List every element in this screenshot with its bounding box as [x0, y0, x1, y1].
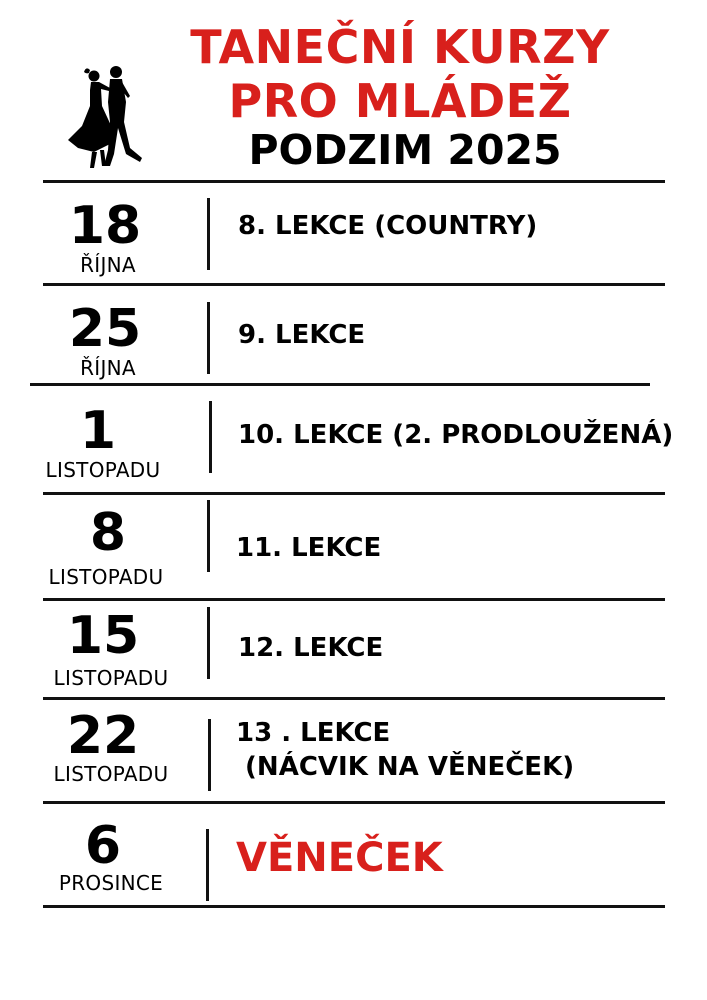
schedule-day: 18	[68, 196, 142, 256]
column-separator	[206, 829, 209, 901]
column-separator	[207, 607, 210, 679]
schedule-lesson-note: (NÁCVIK NA VĚNEČEK)	[236, 752, 575, 782]
schedule-day: 15	[66, 606, 140, 666]
divider	[30, 383, 650, 386]
schedule-day: 25	[68, 299, 142, 359]
schedule-lesson-highlight: VĚNEČEK	[236, 835, 443, 881]
column-separator	[207, 302, 210, 374]
schedule-lesson: 11. LEKCE	[236, 533, 382, 563]
divider	[43, 283, 665, 286]
season-title: PODZIM 2025	[248, 126, 562, 174]
schedule-month: LISTOPADU	[45, 458, 161, 482]
dancing-couple-icon	[64, 62, 148, 174]
schedule-lesson: 8. LEKCE (COUNTRY)	[238, 211, 538, 241]
divider	[43, 492, 665, 495]
schedule-month: ŘÍJNA	[80, 356, 136, 380]
schedule-day: 6	[84, 816, 122, 876]
schedule-lesson: 12. LEKCE	[238, 633, 384, 663]
column-separator	[207, 500, 210, 572]
divider	[43, 801, 665, 804]
schedule-month: LISTOPADU	[53, 762, 169, 786]
schedule-day: 1	[79, 401, 117, 461]
schedule-month: LISTOPADU	[53, 666, 169, 690]
schedule-lesson: 13 . LEKCE	[236, 718, 391, 748]
schedule-month: PROSINCE	[58, 871, 164, 895]
divider	[43, 598, 665, 601]
divider	[43, 180, 665, 183]
schedule-lesson: 9. LEKCE	[238, 320, 366, 350]
column-separator	[209, 401, 212, 473]
column-separator	[208, 719, 211, 791]
schedule-day: 8	[89, 503, 127, 563]
column-separator	[207, 198, 210, 270]
schedule-day: 22	[66, 706, 140, 766]
schedule-lesson: 10. LEKCE (2. PRODLOUŽENÁ)	[238, 420, 674, 450]
divider	[43, 905, 665, 908]
schedule-month: LISTOPADU	[48, 565, 164, 589]
title-line-2: PRO MLÁDEŽ	[228, 74, 572, 128]
schedule-month: ŘÍJNA	[80, 253, 136, 277]
title-line-1: TANEČNÍ KURZY	[190, 20, 610, 74]
divider	[43, 697, 665, 700]
